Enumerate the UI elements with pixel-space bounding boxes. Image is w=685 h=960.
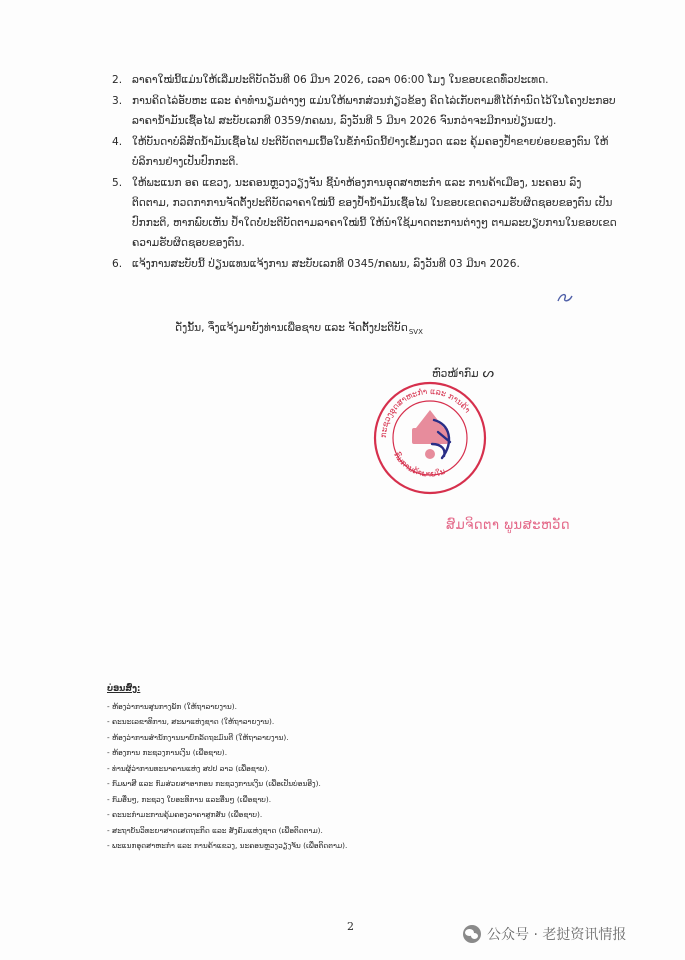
list-item [112,91,617,131]
cc-item: - ຄະນະເລຂາທິການ, ສະພາແຫ່ງຊາດ (ໃຫ້ຖາລາຍງານ). [107,717,275,726]
signatory-name: ສົມຈິດຕາ ພູນສະຫວັດ [446,518,571,533]
item-text: ໃຫ້ບັນດາບໍລິສັດນ້ຳມັນເຊື້ອໄຟ ປະຕິບັດຕາມເນື້ອໃນຂໍ້ກຳນົດນີ້ຢ່າງເຂັ້ມງວດ ແລະ ຄຸ້ມຄອງປ້ຳຂາຍຍ່ອຍຂອງຕົນ ໃຫ້ບໍລິການຢ່າງເປັນປົກກະຕິ. [132,136,609,168]
closing-text: ດັ່ງນັ້ນ, ຈຶ່ງແຈ້ງມາຍັງທ່ານເພື່ອຊາບ ແລະ ຈັດຕັ້ງປະຕິບັດ [175,322,408,334]
stamp-bottom-text: ກົມການຄ້າພາຍໃນ [392,450,447,479]
check-mark-icon: ᔕ [482,366,495,381]
item-number: 4. [112,136,123,148]
cc-item: - ຫ້ອງວ່າການສູນກາງພັກ (ໃຫ້ຖາລາຍງານ). [107,701,237,711]
wechat-icon [463,925,481,943]
page-number: 2 [347,920,354,933]
signature-label: ຫົວໜ້າກົມ [432,368,479,380]
item-text: ການຄິດໄລ່ອັບຫະ ແລະ ຄ່າທຳນຽມຕ່າງໆ ແມ່ນໃຫ້ພາກສ່ວນກ່ຽວຂ້ອງ ຄິດໄລ່ເກັບຕາມທີ່ໄດ້ກຳນົດໄວ້ໃນໂຄງປະກອບລາຄານ້ຳມັນເຊື້ອໄຟ ສະບັບເລກທີ 0359/ກຄພນ, ລົງວັນທີ 5 ມີນາ 2026 ຈົນກວ່າຈະມີການປ່ຽນແປງ. [132,95,616,127]
item-text: ລາຄາໃໝ່ນີ້ແມ່ນໃຫ້ເລີ່ມປະຕິບັດວັນທີ 06 ມີນາ 2026, ເວລາ 06:00 ໂມງ ໃນຂອບເຂດທົ່ວປະເທດ. [132,74,549,86]
stamp-top-text: ກະຊວງອຸດສາຫະກຳ ແລະ ການຄ້າ [378,386,473,439]
cc-item: - ພະແນກອຸດສາຫະກຳ ແລະ ການຄ້າແຂວງ, ນະຄອນຫຼວງວຽງຈັນ (ເພື່ອຕິດຕາມ). [107,841,348,850]
item-number: 2. [112,74,123,86]
numbered-list [112,70,617,275]
item-number: 3. [112,95,123,107]
item-number: 5. [112,177,123,189]
official-stamp [372,380,488,496]
closing-initials: SVX [408,328,423,336]
list-item [112,132,617,172]
list-item [112,173,617,253]
watermark [463,924,626,944]
cc-item: - ຫ້ອງການ ກະຊວງການເງິນ (ເພື່ອຊາບ). [107,748,228,757]
cc-title: ບ່ອນສົ່ງ: [107,683,141,693]
cc-item: - ຫ້ອງວ່າການສຳນັກງານນາຍົກລັດຖະມົນຕີ (ໃຫ້ຖາລາຍງານ). [107,732,289,742]
watermark-text: 公众号 · 老挝资讯情报 [487,927,627,943]
signature-title [432,366,494,381]
cc-item: - ກົມອື່ນໆ, ກະຊວງ ໃບອະທິການ ແລະອື່ນໆ (ເພື່ອຊາບ). [107,794,272,804]
item-text: ແຈ້ງການສະບັບນີ້ ປ່ຽນແທນແຈ້ງການ ສະບັບເລກທີ 0345/ກຄພນ, ລົງວັນທີ 03 ມີນາ 2026. [132,258,520,270]
item-number: 6. [112,258,123,270]
cc-item: - ທ່ານຜູ້ວ່າການທະນາຄານແຫ່ງ ສປປ ລາວ (ເພື່ອຊາບ). [107,763,270,773]
closing-statement [175,322,423,336]
cc-item: - ກົມພາສີ ແລະ ກົມສ່ວຍສາອາກອນ ກະຊວງການເງິນ (ເພື່ອເປັນບ່ອນອີງ). [107,779,321,788]
cc-item: - ຄະນະກຳມະການຄຸ້ມຄອງລາຄາສູກສັນ (ເພື່ອຊາບ). [107,810,263,819]
item-text: ໃຫ້ພະແນກ ອຄ ແຂວງ, ນະຄອນຫຼວງວຽງຈັນ ຊີ້ນຳຫ້ອງການອຸດສາຫະກຳ ແລະ ການຄ້າເມືອງ, ນະຄອນ ລົງຕິດຕາມ, ກວດກາການຈັດຕັ້ງປະຕິບັດລາຄາໃໝ່ນີ້ ຂອງປ້ຳນ້ຳມັນເຊື້ອໄຟ ໃນຂອບເຂດຄວາມຮັບຜິດຊອບຂອງຕົນ ເປັນປົກກະຕິ, ຫາກພົບເຫັນ ປ້ຳໃດບໍ່ປະຕິບັດຕາມລາຄາໃໝ່ນີ້ ໃຫ້ນຳໃຊ້ມາດຕະການຕ່າງໆ ຕາມລະບຽບການໃນຂອບເຂດຄວາມຮັບຜິດຊອບຂອງຕົນ. [132,177,617,249]
cc-list [107,681,507,854]
cc-item: - ສະຖາບັນວິທະຍາສາດເສດຖະກິດ ແລະ ສັງຄົມແຫ່ງຊາດ (ເພື່ອຕິດຕາມ). [107,825,323,835]
list-item [112,254,617,274]
list-item [112,70,617,90]
initial-scribble-icon [556,292,574,304]
